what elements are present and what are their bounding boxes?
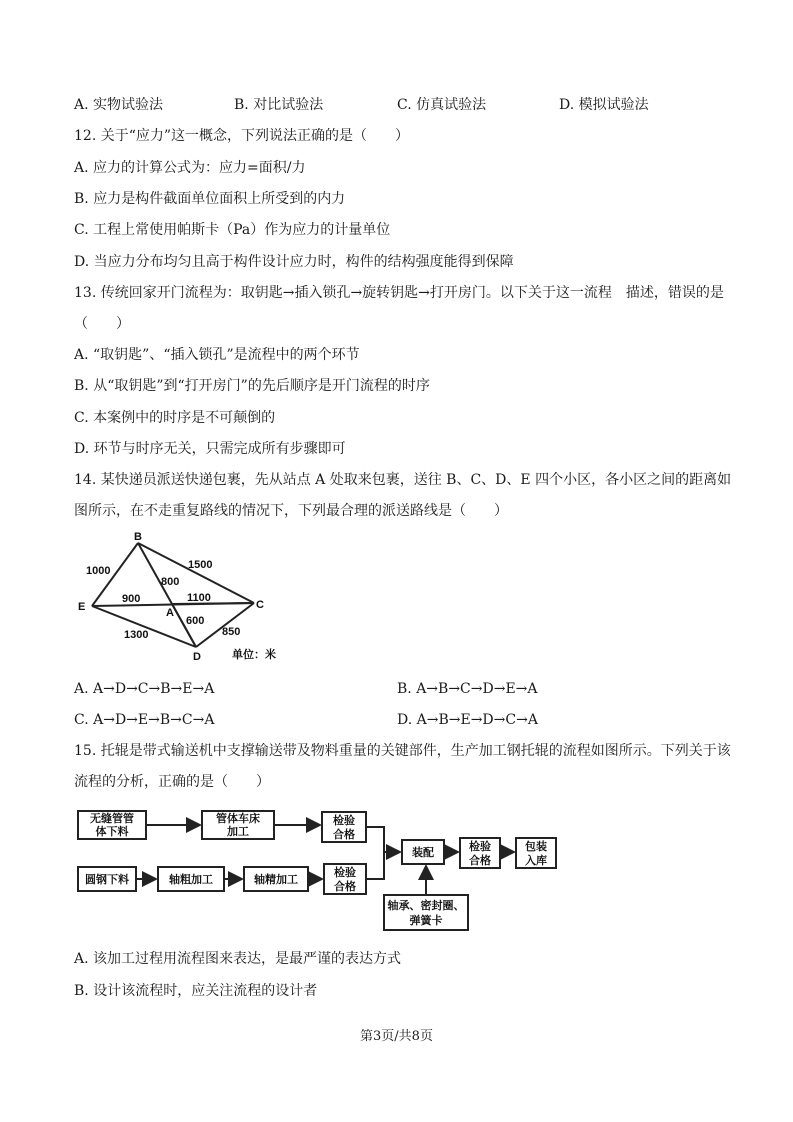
box-assembly-label: 装配 bbox=[412, 847, 434, 859]
q15-option-a: A. 该加工过程用流程图来表达，是最严谨的表达方式 bbox=[74, 951, 402, 967]
q14-option-b: B. A→B→C→D→E→A bbox=[397, 681, 538, 697]
q13-option-c: C. 本案例中的时序是不可颠倒的 bbox=[74, 410, 276, 426]
box-inspect-2-line2: 合格 bbox=[334, 881, 356, 893]
q14-option-d: D. A→B→E→D→C→A bbox=[397, 712, 538, 728]
q13-option-d: D. 环节与时序无关，只需完成所有步骤即可 bbox=[74, 441, 346, 457]
node-a: A bbox=[166, 607, 174, 619]
q11-option-b: B. 对比试验法 bbox=[234, 97, 324, 113]
q11-option-c: C. 仿真试验法 bbox=[397, 97, 487, 113]
q12-option-b: B. 应力是构件截面单位面积上所受到的内力 bbox=[74, 191, 346, 207]
edge-c-d bbox=[196, 603, 254, 647]
node-c: C bbox=[256, 599, 264, 611]
box-pipe-cut-line2: 体下料 bbox=[95, 826, 129, 838]
box-parts-line1: 轴承、密封圈、 bbox=[387, 900, 465, 912]
q14-option-c: C. A→D→E→B→C→A bbox=[74, 712, 215, 728]
dist-e-c: 900 bbox=[122, 593, 141, 605]
q11-option-a: A. 实物试验法 bbox=[74, 97, 164, 113]
q12-stem: 12. 关于“应力”这一概念，下列说法正确的是（ ） bbox=[74, 128, 410, 144]
q15-stem-line2: 流程的分析，正确的是（ ） bbox=[74, 774, 270, 790]
q15-option-b: B. 设计该流程时，应关注流程的设计者 bbox=[74, 983, 318, 999]
dist-c-d: 850 bbox=[222, 626, 241, 638]
q14-stem-line1: 14. 某快递员派送快递包裹，先从站点 A 处取来包裹，送往 B、C、D、E 四个小区，各小区之间的距离如 bbox=[74, 472, 732, 488]
q12-option-c: C. 工程上常使用帕斯卡（Pa）作为应力的计量单位 bbox=[74, 222, 391, 238]
box-lathe-line1: 管体车床 bbox=[216, 813, 260, 825]
box-inspect-1-line1: 检验 bbox=[333, 815, 355, 827]
box-rough-label: 轴粗加工 bbox=[169, 874, 213, 886]
dist-e-d: 1300 bbox=[124, 629, 149, 641]
unit-label: 单位：米 bbox=[232, 649, 276, 661]
box-parts-line2: 弹簧卡 bbox=[409, 915, 443, 927]
q15-stem-line1: 15. 托辊是带式输送机中支撑输送带及物料重量的关键部件，生产加工钢托辊的流程如图所示。下列关于该 bbox=[74, 743, 731, 759]
q13-stem-line1: 13. 传统回家开门流程为：取钥匙→插入锁孔→旋转钥匙→打开房门。以下关于这一流程 描述，错误的是 bbox=[74, 285, 724, 301]
q14-stem-line2: 图所示，在不走重复路线的情况下，下列最合理的派送路线是（ ） bbox=[74, 503, 508, 519]
q13-option-a: A. “取钥匙”、“插入锁孔”是流程中的两个环节 bbox=[74, 347, 360, 363]
box-inspect-3-line1: 检验 bbox=[469, 841, 491, 853]
box-inspect-3-line2: 合格 bbox=[469, 855, 491, 867]
q12-option-d: D. 当应力分布均匀且高于构件设计应力时，构件的结构强度能得到保障 bbox=[74, 254, 514, 270]
q11-option-d: D. 模拟试验法 bbox=[559, 97, 649, 113]
q14-option-a: A. A→D→C→B→E→A bbox=[74, 681, 215, 697]
dist-a-c: 1100 bbox=[187, 592, 211, 604]
page-footer: 第3页/共8页 bbox=[360, 1029, 433, 1044]
box-fine-label: 轴精加工 bbox=[254, 874, 298, 886]
box-lathe-line2: 加工 bbox=[227, 826, 249, 838]
q13-option-b: B. 从“取钥匙”到“打开房门”的先后顺序是开门流程的时序 bbox=[74, 378, 430, 394]
q12-option-a: A. 应力的计算公式为：应力=面积/力 bbox=[74, 160, 306, 176]
dist-b-c: 1500 bbox=[188, 559, 213, 571]
node-b: B bbox=[134, 531, 142, 543]
box-steel-cut-label: 圆钢下料 bbox=[85, 874, 129, 886]
box-pack-line2: 入库 bbox=[525, 855, 547, 867]
q13-stem-line2: （ ） bbox=[74, 316, 130, 332]
box-inspect-2-line1: 检验 bbox=[334, 867, 356, 879]
dist-b-d: 800 bbox=[161, 576, 180, 588]
q15-process-flowchart bbox=[74, 800, 574, 935]
q14-distance-graph bbox=[74, 530, 294, 665]
dist-a-d: 600 bbox=[186, 615, 205, 627]
node-e: E bbox=[78, 601, 86, 613]
edge-a-c bbox=[172, 603, 254, 604]
box-pack-line1: 包装 bbox=[525, 841, 547, 853]
dist-e-b: 1000 bbox=[86, 565, 111, 577]
node-d: D bbox=[193, 651, 201, 663]
box-inspect-1-line2: 合格 bbox=[333, 829, 355, 841]
box-pipe-cut-line1: 无缝管管 bbox=[90, 813, 134, 825]
